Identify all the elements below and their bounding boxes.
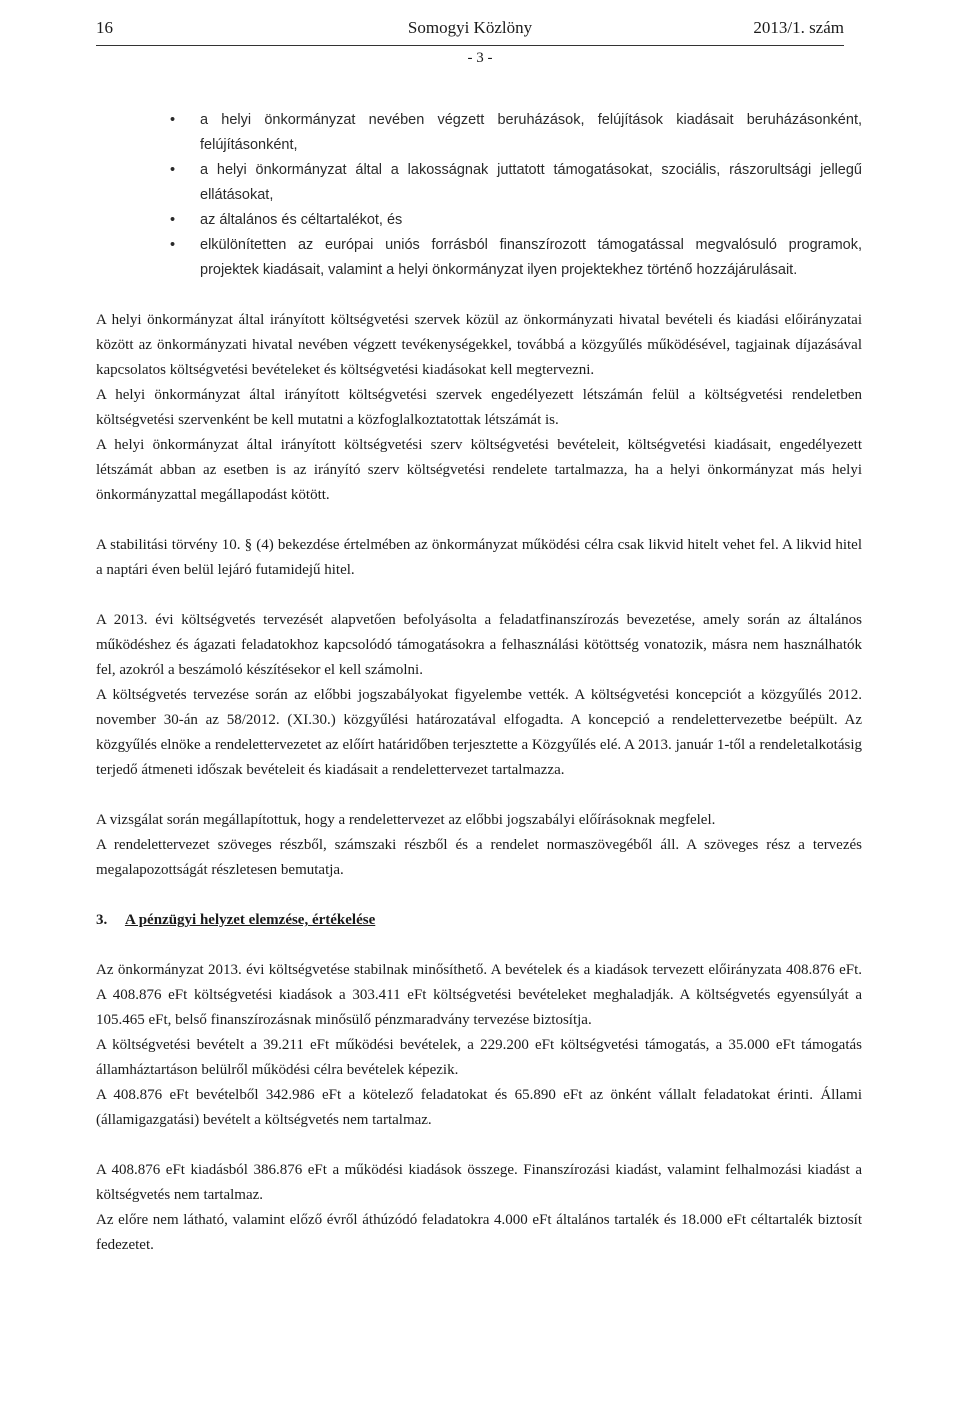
paragraph: A helyi önkormányzat által irányított költségvetési szervek engedélyezett létszámán felül a költségvetési rendeletben költségvetési szervenként be kell mutatni a közfoglalkoztatottak létszámát is. — [96, 387, 862, 428]
paragraph: A 408.876 eFt bevételből 342.986 eFt a kötelező feladatokat és 65.890 eFt az önként vállalt feladatokat érinti. Állami (államigazgatási) bevételt a költségvetés nem tartalmaz. — [96, 1087, 862, 1128]
bullet-list — [96, 108, 862, 283]
document-body — [96, 108, 862, 1258]
paragraph: A vizsgálat során megállapítottuk, hogy a rendelettervezet az előbbi jogszabályi előírásoknak megfelel. — [96, 812, 716, 828]
paragraph: A helyi önkormányzat által irányított költségvetési szerv költségvetési bevételeit, költségvetési kiadásait, engedélyezett létszámát abban az esetben is az irányító szerv költségvetési rendelete tartalmazza, ha a helyi önkormányzat más helyi önkormányzattal megállapodást kötött. — [96, 437, 862, 503]
paragraph: Az előre nem látható, valamint előző évről áthúzódó feladatokra 4.000 eFt általános tartalék és 18.000 eFt céltartalék biztosít fedezetet. — [96, 1212, 862, 1253]
list-item: • a helyi önkormányzat által a lakosságnak juttatott támogatásokat, szociális, rászorultsági jellegű ellátásokat, — [200, 158, 862, 208]
bullet-icon: • — [170, 237, 176, 253]
paragraph: A költségvetés tervezése során az előbbi jogszabályokat figyelembe vették. A költségvetési koncepciót a közgyűlés 2012. november 30-án az 58/2012. (XI.30.) közgyűlési határozatával elfogadta. A koncepció a rendelettervezetbe beépült. Az közgyűlés elnöke a rendelettervezetet az előírt határidőben terjesztette a Közgyűlés elé. A 2013. január 1-től a rendeletalkotásig terjedő átmeneti időszak bevételeit és kiadásait a rendelettervezet tartalmazza. — [96, 687, 862, 778]
section-title: A pénzügyi helyzet elemzése, értékelése — [124, 912, 376, 928]
bullet-icon: • — [170, 212, 176, 228]
header-divider — [96, 45, 844, 46]
page-header — [96, 18, 844, 40]
bullet-icon: • — [170, 112, 176, 128]
paragraph: A rendelettervezet szöveges részből, számszaki részből és a rendelet normaszövegéből áll. A szöveges rész a tervezés megalapozottságát részletesen bemutatja. — [96, 837, 862, 878]
paragraph: A stabilitási törvény 10. § (4) bekezdése értelmében az önkormányzat működési célra csak likvid hitelt vehet fel. A likvid hitel a naptári éven belül lejáró futamidejű hitel. — [96, 537, 862, 578]
list-item: • a helyi önkormányzat nevében végzett beruházások, felújítások kiadásait beruházásonként, felújításonként, — [200, 108, 862, 158]
paragraph: Az önkormányzat 2013. évi költségvetése stabilnak minősíthető. A bevételek és a kiadások tervezett előirányzata 408.876 eFt. A 408.876 eFt költségvetési kiadások a 303.411 eFt költségvetési bevételeket meghaladják. A költségvetés egyensúlyát a 105.465 eFt, belső finanszírozásnak minősülő pénzmaradvány tervezése biztosítja. — [96, 962, 862, 1028]
section-heading — [96, 908, 862, 933]
paragraph: A helyi önkormányzat által irányított költségvetési szervek közül az önkormányzati hivatal bevételi és kiadási előirányzatai között az önkormányzati hivatal nevében végzett tevékenységekkel, továbbá a közgyűlés működésével, tagjainak díjazásával kapcsolatos költségvetési bevételeket és költségvetési kiadásokat kell megtervezni. — [96, 312, 862, 378]
subpage-number: - 3 - — [467, 50, 493, 66]
section-number: 3. — [96, 912, 108, 928]
page-number: 16 — [96, 18, 113, 37]
list-item: • az általános és céltartalékot, és — [200, 208, 862, 233]
paragraph: A 2013. évi költségvetés tervezését alapvetően befolyásolta a feladatfinanszírozás bevezetése, amely során az általános működéshez és ágazati feladatokhoz kapcsolódó támogatásokra a felhasználási kötöttség vonatozik, másra nem használhatók fel, azokról a beszámoló készítésekor el kell számolni. — [96, 612, 862, 678]
list-item: • elkülönítetten az európai uniós forrásból finanszírozott támogatással megvalósuló programok, projektek kiadásait, valamint a helyi önkormányzat ilyen projektekhez történő hozzájárulásait. — [200, 233, 862, 283]
paragraph: A költségvetési bevételt a 39.211 eFt működési bevételek, a 229.200 eFt költségvetési támogatás, a 35.000 eFt támogatás államháztartáson belülről működési célra bevételek képezik. — [96, 1037, 862, 1078]
issue-label: 2013/1. szám — [753, 18, 844, 37]
bullet-icon: • — [170, 162, 176, 178]
paragraph: A 408.876 eFt kiadásból 386.876 eFt a működési kiadások összege. Finanszírozási kiadást, valamint felhalmozási kiadást a költségvetés nem tartalmaz. — [96, 1162, 862, 1203]
journal-title: Somogyi Közlöny — [407, 18, 533, 37]
